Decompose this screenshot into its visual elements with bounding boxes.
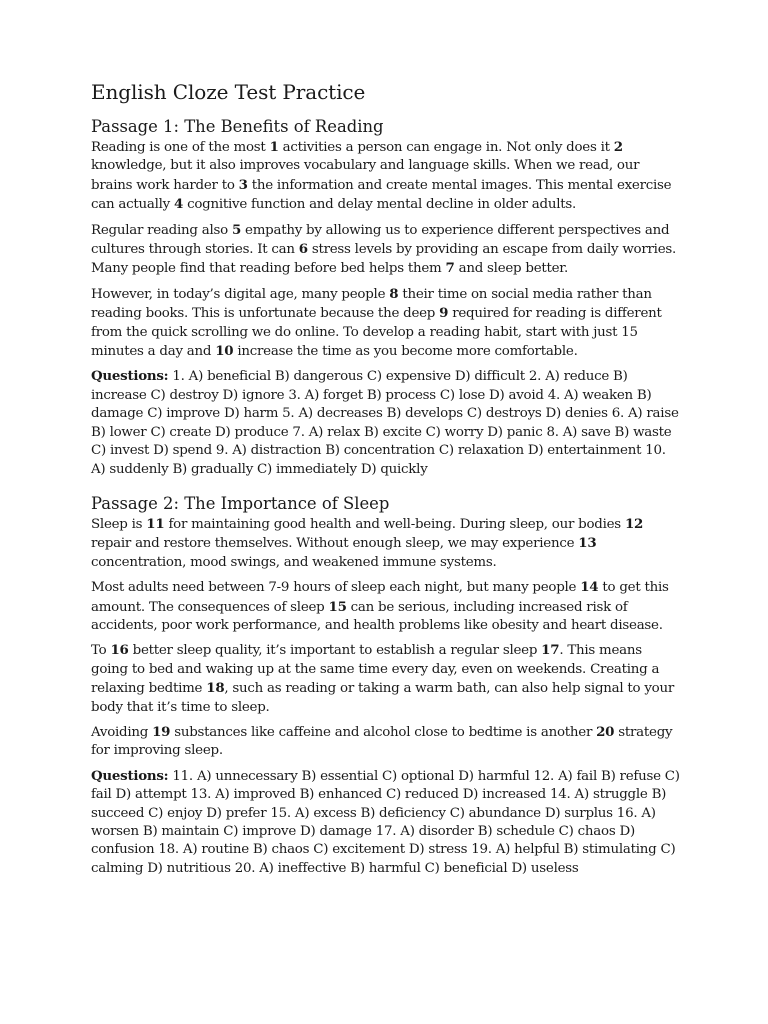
blank-number: 10 xyxy=(215,343,234,360)
blank-number: 12 xyxy=(624,515,644,532)
passage-2-questions xyxy=(91,767,681,878)
passage-2 xyxy=(91,493,681,878)
passage-1-heading: Passage 1: The Benefits of Reading xyxy=(91,117,384,136)
blank-number: 14 xyxy=(580,579,599,596)
text-run: stress levels by providing an escape from daily worries. Many people find that reading before bed helps them xyxy=(91,242,676,277)
blank-number: 2 xyxy=(613,139,623,155)
text-run: strategy for improving sleep. xyxy=(91,724,673,759)
questions-label: Questions: xyxy=(91,368,169,385)
passage-1-paragraph-3 xyxy=(91,285,681,362)
blank-number: 18 xyxy=(206,680,225,697)
text-run: required for reading is different from the quick scrolling we do online. To develop a reading habit, start with just 15 minutes a day and xyxy=(91,306,662,360)
text-run: activities a person can engage in. Not only does it xyxy=(278,140,614,155)
blank-number: 20 xyxy=(596,723,615,740)
text-run: Reading is one of the most xyxy=(91,140,270,155)
passage-1-paragraph-1 xyxy=(91,138,681,215)
passage-1-paragraph-2 xyxy=(91,221,681,279)
blank-number: 1 xyxy=(269,139,279,155)
document-page xyxy=(91,78,681,884)
passage-2-paragraph-4 xyxy=(91,723,681,761)
text-run: and sleep better. xyxy=(454,261,568,277)
text-run: Regular reading also xyxy=(91,222,232,238)
text-run: increase the time as you become more comfortable. xyxy=(233,344,578,360)
passage-1-questions xyxy=(91,367,681,478)
passage-2-paragraph-3 xyxy=(91,641,681,717)
questions-label: Questions: xyxy=(91,767,169,784)
passage-1 xyxy=(91,116,681,479)
blank-number: 19 xyxy=(152,723,171,740)
text-run: to get this amount. The consequences of sleep xyxy=(91,580,669,615)
text-run: However, in today’s digital age, many people xyxy=(91,286,390,302)
text-run: the information and create mental images. This mental exercise can actually xyxy=(91,177,672,213)
document-title: English Cloze Test Practice xyxy=(91,80,366,104)
text-run: 1. A) beneficial B) dangerous C) expensive D) difficult 2. A) reduce B) increase C) destroy D) ignore 3. A) forget B) process C) lose D) avoid 4. A) weaken B) damage C) improve D) harm 5. A) decreases B) develops C) destroys D) denies 6. A) raise B) lower C) create D) produce 7. A) relax B) excite C) worry D) panic 8. A) save B) waste C) invest D) spend 9. A) distraction B) concentration C) relaxation D) entertainment 10. A) suddenly B) gradually C) immediately D) quickly xyxy=(91,369,679,477)
text-run: concentration, mood swings, and weakened immune systems. xyxy=(91,554,497,570)
passage-2-paragraph-2 xyxy=(91,578,681,635)
text-run: for maintaining good health and well-being. During sleep, our bodies xyxy=(164,516,625,532)
passage-2-heading: Passage 2: The Importance of Sleep xyxy=(91,493,390,513)
text-run: 11. A) unnecessary B) essential C) optional D) harmful 12. A) fail B) refuse C) fail D) attempt 13. A) improved B) enhanced C) reduced D) increased 14. A) struggle B) succeed C) enjoy D) prefer 15. A) excess B) deficiency C) abundance D) surplus 16. A) worsen B) maintain C) improve D) damage 17. A) disorder B) schedule C) chaos D) confusion 18. A) routine B) chaos C) excitement D) stress 19. A) helpful B) stimulating C) calming D) nutritious 20. A) ineffective B) harmful C) beneficial D) useless xyxy=(91,768,680,876)
passage-2-paragraph-1 xyxy=(91,515,681,572)
blank-number: 17 xyxy=(541,642,560,659)
text-run: cognitive function and delay mental decline in older adults. xyxy=(183,197,576,213)
text-run: better sleep quality, it’s important to establish a regular sleep xyxy=(128,643,542,659)
text-run: repair and restore themselves. Without enough sleep, we may experience xyxy=(91,536,579,552)
text-run: can be serious, including increased risk of accidents, poor work performance, and health problems like obesity and heart disease. xyxy=(91,599,663,633)
blank-number: 8 xyxy=(389,285,399,302)
text-run: their time on social media rather than reading books. This is unfortunate because the deep xyxy=(91,286,652,322)
blank-number: 3 xyxy=(238,176,248,193)
blank-number: 15 xyxy=(328,598,347,615)
text-run: knowledge, but it also improves vocabulary and language skills. When we read, our brains work harder to xyxy=(91,158,640,193)
text-run: Avoiding xyxy=(91,724,153,740)
blank-number: 11 xyxy=(146,515,165,532)
text-run: , such as reading or taking a warm bath, can also help signal to your body that it’s time to sleep. xyxy=(91,681,675,715)
blank-number: 4 xyxy=(173,196,184,213)
blank-number: 7 xyxy=(445,260,455,277)
text-run: . This means going to bed and waking up at the same time every day, even on weekends. Creating a relaxing bedtime xyxy=(91,643,660,697)
blank-number: 5 xyxy=(231,221,242,238)
blank-number: 16 xyxy=(110,642,129,659)
blank-number: 9 xyxy=(439,305,449,322)
blank-number: 13 xyxy=(578,535,597,552)
blank-number: 6 xyxy=(298,241,308,258)
text-run: To xyxy=(91,643,111,659)
text-run: Most adults need between 7-9 hours of sleep each night, but many people xyxy=(91,580,581,596)
text-run: Sleep is xyxy=(91,516,147,532)
text-run: substances like caffeine and alcohol close to bedtime is another xyxy=(170,724,597,740)
text-run: empathy by allowing us to experience different perspectives and cultures through stories. It can xyxy=(91,222,670,258)
